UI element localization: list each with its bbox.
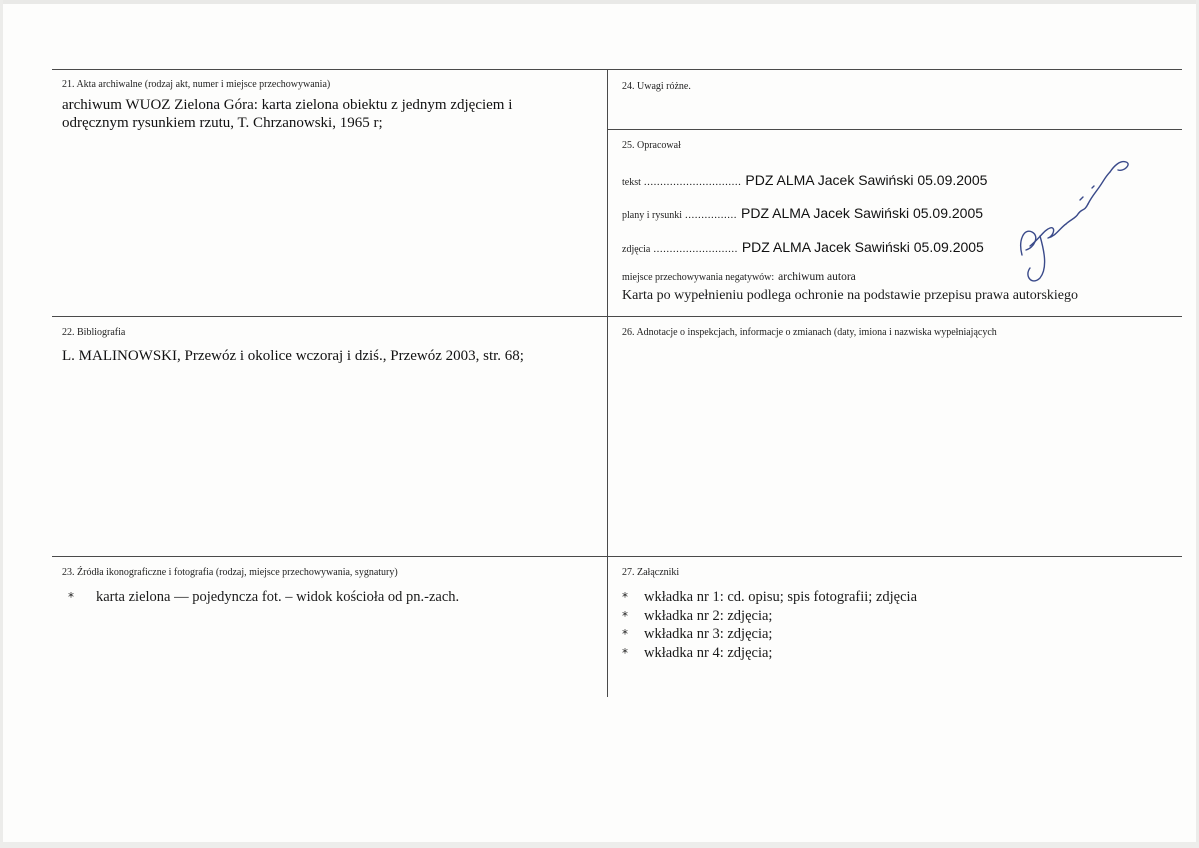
section-21-line-2: odręcznym rysunkiem rzutu, T. Chrzanowski, 1965 r; xyxy=(62,115,383,131)
prepared-by-value: PDZ ALMA Jacek Sawiński 05.09.2005 xyxy=(745,172,988,188)
section-25-caption: 25. Opracował xyxy=(622,140,681,151)
list-item xyxy=(622,607,917,626)
asterisk-bullet-icon: * xyxy=(622,590,628,604)
list-item xyxy=(622,644,917,663)
prepared-by-label: tekst xyxy=(622,177,641,188)
page-edge xyxy=(0,0,1199,4)
section-23-list xyxy=(68,588,602,607)
section-21-caption: 21. Akta archiwalne (rodzaj akt, numer i miejsce przechowywania) xyxy=(62,79,331,90)
center-divider xyxy=(607,69,608,697)
asterisk-bullet-icon: * xyxy=(622,608,628,623)
copyright-note-text: Karta po wypełnieniu podlega ochronie na podstawie przepisu prawa autorskiego xyxy=(622,288,1079,303)
list-item-text: karta zielona — pojedyncza fot. – widok kościoła od pn.-zach. xyxy=(96,589,460,605)
page-edge xyxy=(0,842,1199,848)
negatives-location xyxy=(622,267,856,285)
section-21-line-1: archiwum WUOZ Zielona Góra: karta zielona obiektu z jednym zdjęciem i xyxy=(62,97,513,113)
row-rule-2 xyxy=(52,556,1182,557)
prepared-by-label: plany i rysunki xyxy=(622,210,682,221)
section-22-caption: 22. Bibliografia xyxy=(62,327,126,338)
section-27-attachments xyxy=(622,567,917,662)
section-22-content: L. MALINOWSKI, Przewóz i okolice wczoraj i dziś., Przewóz 2003, str. 68; xyxy=(62,348,524,364)
list-item xyxy=(622,588,917,607)
leader-dots: .............................. xyxy=(643,176,742,188)
section-26-caption: 26. Adnotacje o inspekcjach, informacje o zmianach (daty, imiona i nazwiska wypełniających xyxy=(622,327,997,338)
page-edge xyxy=(0,0,3,848)
prepared-by-plans-row xyxy=(622,205,983,221)
leader-dots: ................ xyxy=(685,209,737,221)
row-rule-1 xyxy=(52,316,1182,317)
section-25-prepared-by xyxy=(622,140,681,152)
section-26-annotations xyxy=(622,327,997,339)
rule-24-25 xyxy=(607,129,1182,130)
prepared-by-photos-row xyxy=(622,239,984,255)
asterisk-bullet-icon: * xyxy=(622,645,628,660)
leader-dots: .......................... xyxy=(653,243,738,255)
top-rule xyxy=(52,69,1182,70)
section-22-bibliography xyxy=(62,327,602,365)
section-23-caption: 23. Źródła ikonograficzne i fotografia (rodzaj, miejsce przechowywania, sygnatury) xyxy=(62,567,398,578)
section-21-archival-files xyxy=(62,79,602,132)
list-item-text: wkładka nr 4: zdjęcia; xyxy=(644,644,773,661)
section-24-caption: 24. Uwagi różne. xyxy=(622,81,691,92)
prepared-by-value: PDZ ALMA Jacek Sawiński 05.09.2005 xyxy=(741,205,984,221)
asterisk-bullet-icon: * xyxy=(622,627,628,641)
section-23-iconographic-sources xyxy=(62,567,602,607)
section-21-content xyxy=(62,96,602,132)
section-27-list xyxy=(622,588,917,662)
section-27-caption: 27. Załączniki xyxy=(622,567,680,578)
asterisk-bullet-icon: * xyxy=(68,590,74,604)
list-item-text: wkładka nr 2: zdjęcia; xyxy=(644,607,773,624)
prepared-by-value: PDZ ALMA Jacek Sawiński 05.09.2005 xyxy=(741,239,984,255)
prepared-by-label: zdjęcia xyxy=(622,244,651,255)
negatives-value: archiwum autora xyxy=(778,271,856,283)
list-item-text: wkładka nr 3: zdjęcia; xyxy=(644,626,773,642)
negatives-label: miejsce przechowywania negatywów: xyxy=(622,272,775,283)
section-24-remarks xyxy=(622,81,691,93)
list-item xyxy=(622,625,917,644)
prepared-by-text-row xyxy=(622,172,987,188)
list-item xyxy=(68,588,602,607)
handwritten-signature xyxy=(1010,140,1140,290)
list-item-text: wkładka nr 1: cd. opisu; spis fotografii; zdjęcia xyxy=(644,589,918,605)
